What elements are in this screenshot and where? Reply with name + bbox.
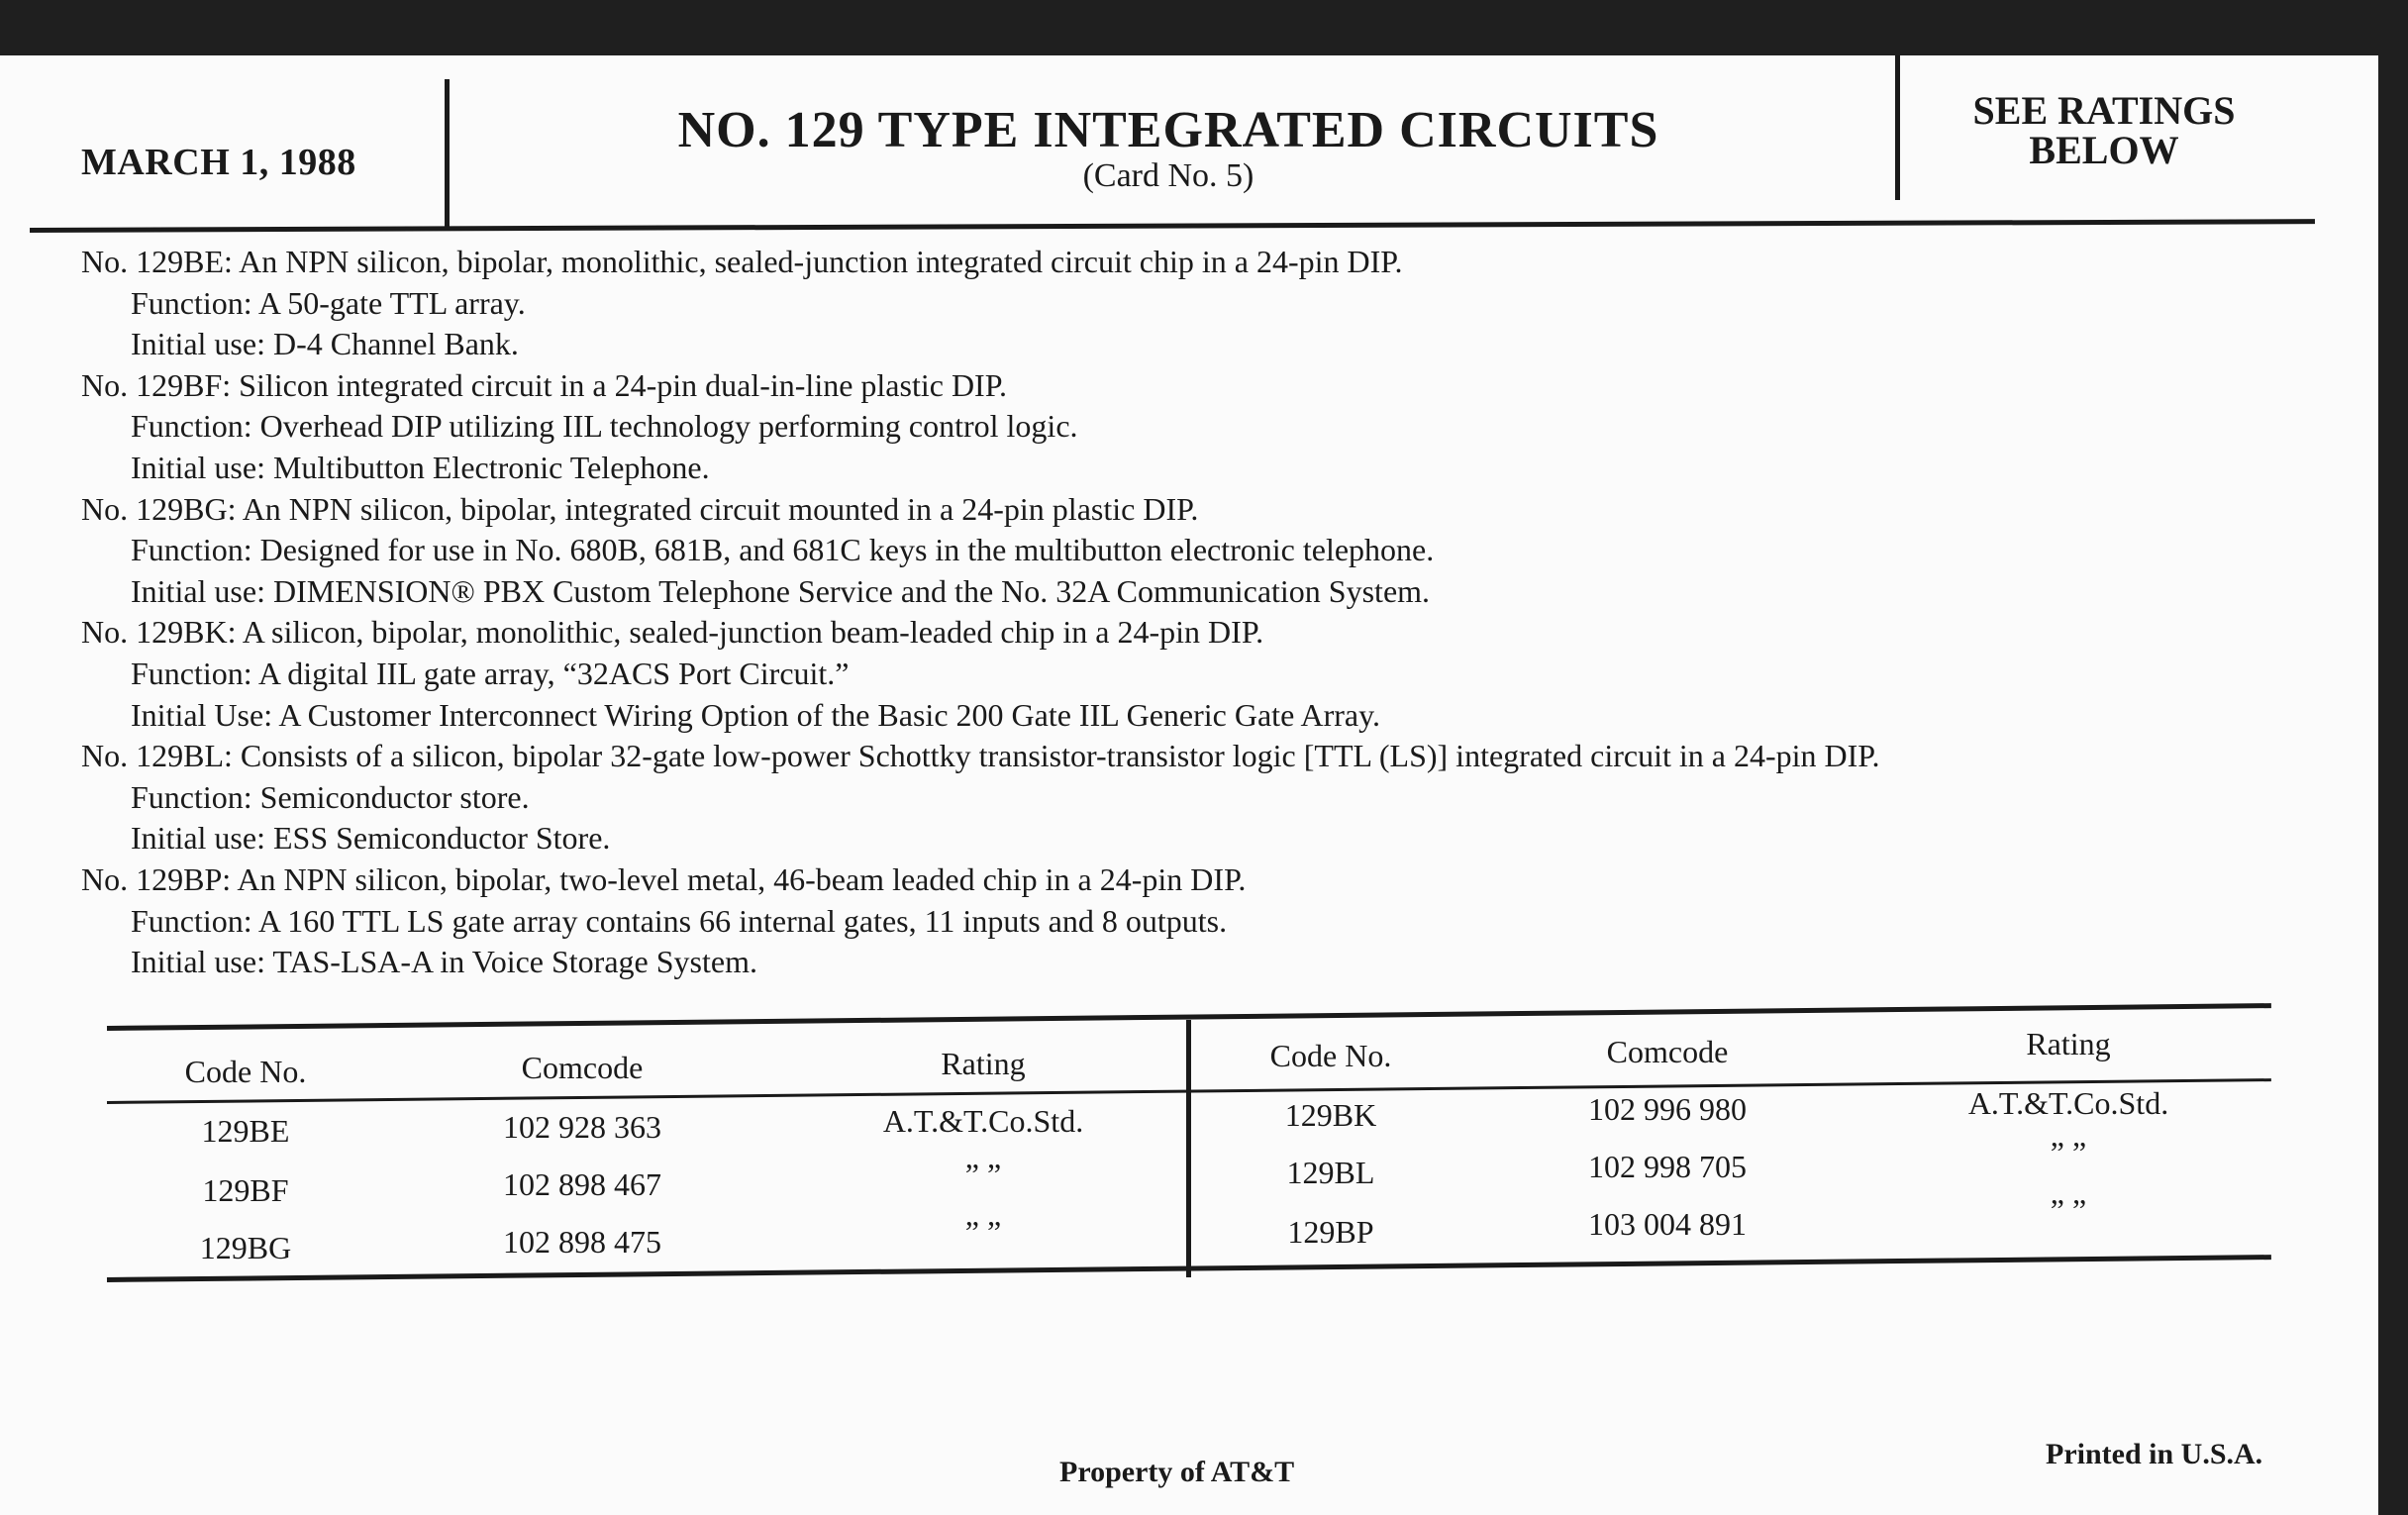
card-subtitle: (Card No. 5) [1082, 157, 1254, 194]
table-cell-code: 129BK [1284, 1097, 1377, 1133]
table-cell-rating: ” ” [964, 1157, 1002, 1192]
table-cell-rating: A.T.&T.Co.Std. [882, 1103, 1084, 1139]
ratings-table [107, 1008, 2271, 1283]
entry-129bk [81, 612, 2309, 736]
card-title: NO. 129 TYPE INTEGRATED CIRCUITS [677, 102, 1659, 158]
card-date: MARCH 1, 1988 [81, 142, 356, 183]
table-cell-comcode: 102 998 705 [1588, 1149, 1747, 1184]
table-cell-code: 129BL [1286, 1155, 1375, 1190]
entry-129bf [81, 365, 2309, 489]
entry-129be [81, 242, 2309, 365]
entry-heading: No. 129BE: An NPN silicon, bipolar, monolithic, sealed-junction integrated circuit chip in a 24-pin DIP. [81, 244, 1403, 279]
entry-function: Function: Overhead DIP utilizing IIL technology performing control logic. [131, 408, 1078, 445]
scan-border-right [2378, 0, 2408, 1515]
entry-function: Function: Semiconductor store. [131, 778, 530, 815]
table-right-half [1192, 1008, 2271, 1283]
entry-heading: No. 129BK: A silicon, bipolar, monolithic, sealed-junction beam-leaded chip in a 24-pin DIP. [81, 614, 1264, 651]
table-cell-comcode: 102 898 467 [503, 1166, 661, 1202]
entry-129bl [81, 736, 2309, 859]
entry-129bp [81, 859, 2309, 983]
col-header-comcode: Comcode [521, 1050, 644, 1085]
table-cell-rating: A.T.&T.Co.Std. [1967, 1085, 2169, 1121]
entry-function: Function: A 160 TTL LS gate array contains 66 internal gates, 11 inputs and 8 outputs. [131, 902, 1228, 939]
ratings-note [1911, 88, 2297, 172]
table-cell-code: 129BP [1287, 1214, 1374, 1250]
table-cell-rating: ” ” [964, 1214, 1002, 1250]
table-left-half [107, 1008, 1186, 1283]
table-cell-code: 129BE [201, 1113, 290, 1149]
entry-heading: No. 129BL: Consists of a silicon, bipolar 32-gate low-power Schottky transistor-transistor logic [TTL (LS)] integrated circuit in a 24-pin DIP. [81, 738, 1880, 774]
entry-initial-use: Initial use: DIMENSION® PBX Custom Telephone Service and the No. 32A Communication System. [131, 572, 1431, 609]
entry-function: Function: A 50-gate TTL array. [131, 284, 526, 321]
table-cell-code: 129BG [199, 1230, 292, 1265]
table-cell-code: 129BF [202, 1172, 289, 1208]
table-center-divider [1186, 1020, 1191, 1277]
entry-heading: No. 129BF: Silicon integrated circuit in a 24-pin dual-in-line plastic DIP. [81, 366, 1007, 403]
table-cell-comcode: 102 898 475 [503, 1224, 661, 1260]
entry-initial-use: Initial use: ESS Semiconductor Store. [131, 820, 611, 857]
entry-function: Function: Designed for use in No. 680B, 681B, and 681C keys in the multibutton electronic telephone. [131, 532, 1435, 568]
header-divider-left [445, 79, 450, 228]
col-header-code: Code No. [184, 1054, 307, 1089]
footer-property: Property of AT&T [1059, 1456, 1295, 1488]
table-cell-rating: ” ” [2050, 1135, 2087, 1170]
circuit-descriptions [81, 242, 2309, 983]
table-cell-comcode: 102 928 363 [503, 1109, 661, 1145]
table-cell-comcode: 102 996 980 [1588, 1091, 1747, 1127]
entry-heading: No. 129BP: An NPN silicon, bipolar, two-level metal, 46-beam leaded chip in a 24-pin DIP. [81, 860, 1247, 897]
entry-function: Function: A digital IIL gate array, “32ACS Port Circuit.” [131, 655, 850, 691]
entry-initial-use: Initial use: D-4 Channel Bank. [131, 326, 519, 362]
ratings-note-line2: BELOW [2029, 128, 2179, 172]
ratings-note-line1: SEE RATINGS [1972, 88, 2236, 133]
entry-heading: No. 129BG: An NPN silicon, bipolar, integrated circuit mounted in a 24-pin plastic DIP. [81, 490, 1199, 527]
header-divider-right [1895, 55, 1900, 200]
entry-129bg [81, 489, 2309, 613]
card-title-block [455, 103, 1881, 194]
scan-border-top [0, 0, 2408, 55]
footer-printed: Printed in U.S.A. [2046, 1438, 2263, 1470]
entry-initial-use: Initial use: TAS-LSA-A in Voice Storage System. [131, 944, 757, 980]
entry-initial-use: Initial Use: A Customer Interconnect Wiring Option of the Basic 200 Gate IIL Generic Gate Array. [131, 696, 1381, 733]
table-cell-rating: ” ” [2050, 1192, 2087, 1228]
col-header-rating: Rating [2026, 1026, 2111, 1061]
entry-initial-use: Initial use: Multibutton Electronic Telephone. [131, 449, 710, 485]
col-header-rating: Rating [941, 1046, 1026, 1081]
col-header-comcode: Comcode [1606, 1034, 1729, 1069]
table-cell-comcode: 103 004 891 [1588, 1206, 1747, 1242]
col-header-code: Code No. [1269, 1038, 1392, 1073]
